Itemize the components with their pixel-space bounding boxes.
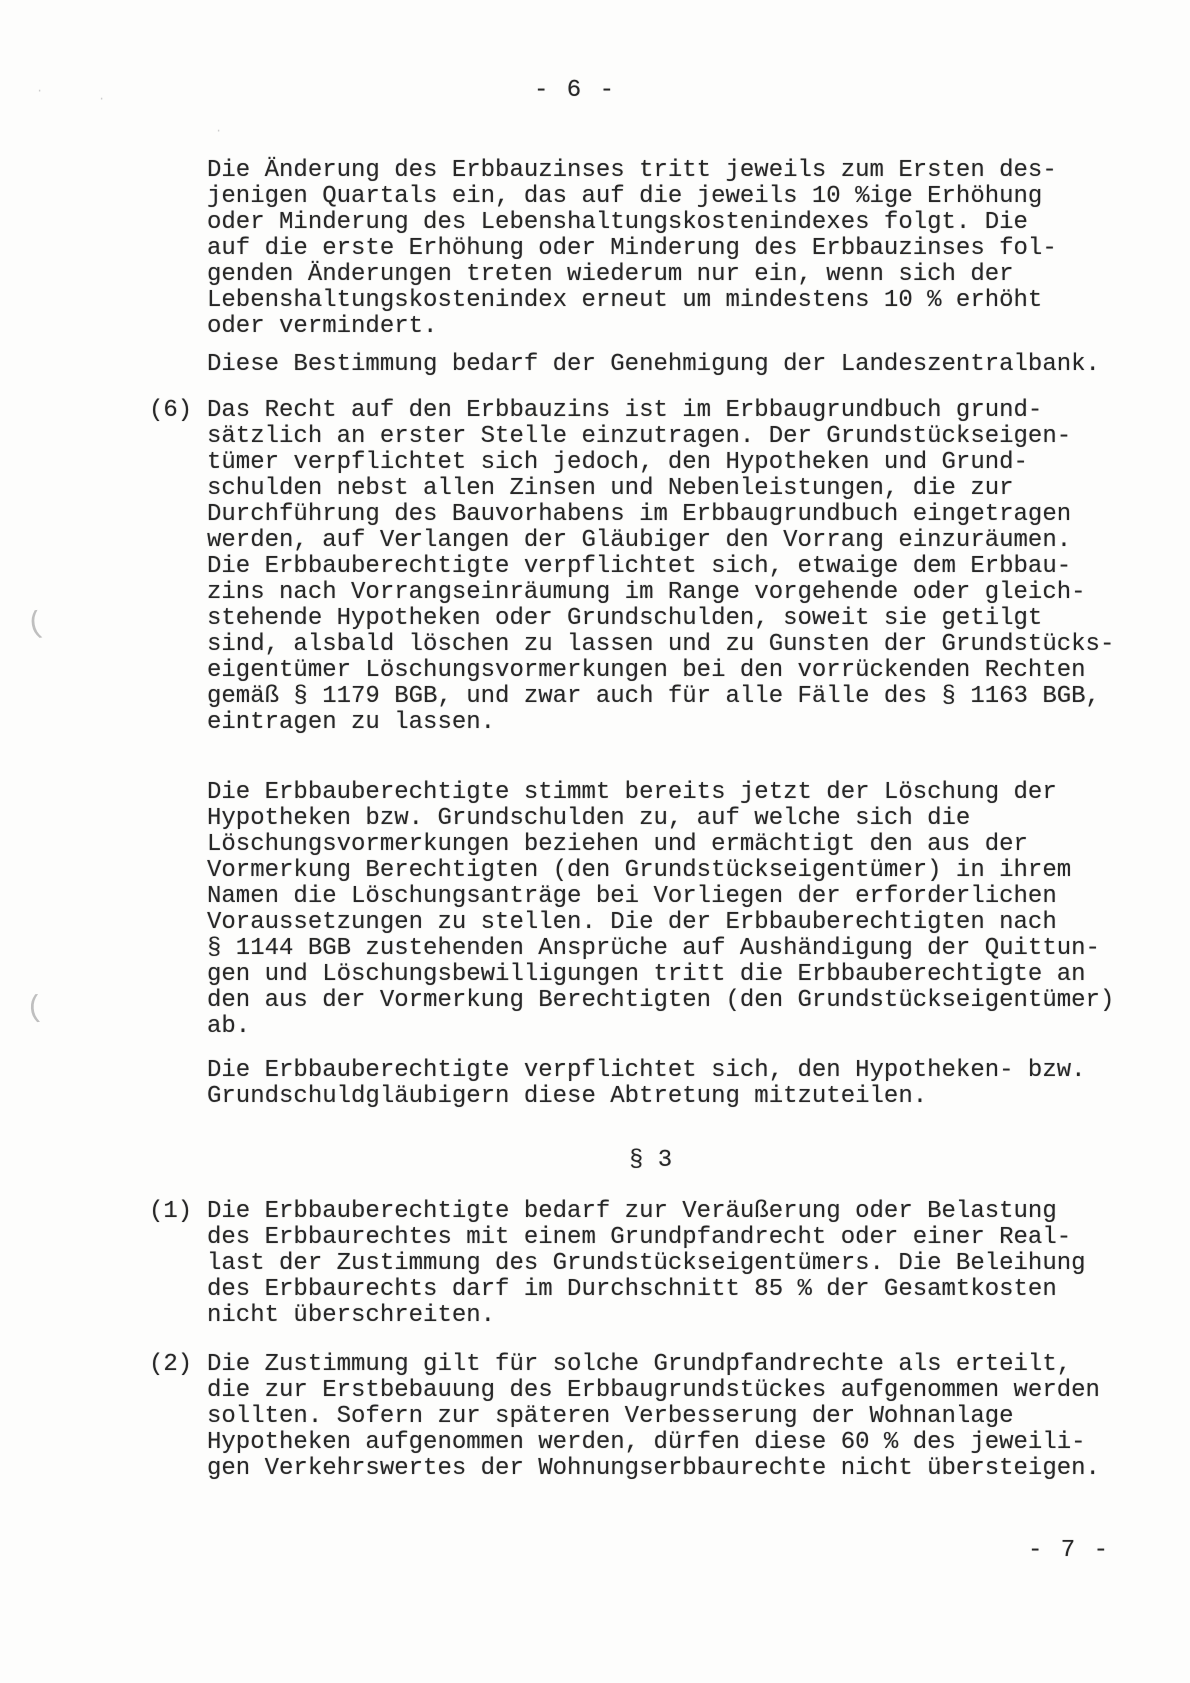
text-line: oder vermindert. (207, 313, 438, 340)
text-line: nicht überschreiten. (207, 1302, 496, 1329)
text-line: zins nach Vorrangseinräumung im Range vorgehende oder gleich- (207, 579, 1086, 606)
text-line: Löschungsvormerkungen beziehen und ermächtigt den aus der (207, 831, 1028, 858)
text-line: schulden nebst allen Zinsen und Nebenleistungen, die zur (207, 475, 1014, 502)
numbered-paragraph (149, 1352, 1149, 1482)
text-line: § 3 (629, 1147, 673, 1174)
text-line: Hypotheken aufgenommen werden, dürfen diese 60 % des jeweili- (207, 1429, 1086, 1456)
text-line: ab. (207, 1013, 251, 1040)
paragraph-number: (2) (149, 1351, 193, 1378)
text-line: jenigen Quartals ein, das auf die jeweils 10 %ige Erhöhung (207, 183, 1043, 210)
text-line: last der Zustimmung des Grundstückseigentümers. Die Beleihung (207, 1250, 1086, 1277)
text-line: Voraussetzungen zu stellen. Die der Erbbauberechtigten nach (207, 909, 1057, 936)
paragraph (207, 780, 1149, 1040)
text-line: auf die erste Erhöhung oder Minderung des Erbbauzinses fol- (207, 235, 1057, 262)
text-line: sollten. Sofern zur späteren Verbesserung der Wohnanlage (207, 1403, 1014, 1430)
text-line: gen Verkehrswertes der Wohnungserbbaurechte nicht übersteigen. (207, 1455, 1100, 1482)
text-line: Die Erbbauberechtigte verpflichtet sich, den Hypotheken- bzw. (207, 1057, 1086, 1084)
text-line: Vormerkung Berechtigten (den Grundstückseigentümer) in ihrem (207, 857, 1072, 884)
scan-artifact-paren: ( (24, 991, 46, 1027)
text-line: Lebenshaltungskostenindex erneut um mindestens 10 % erhöht (207, 287, 1043, 314)
text-line: Die Erbbauberechtigte bedarf zur Veräußerung oder Belastung (207, 1198, 1057, 1225)
text-line: Die Änderung des Erbbauzinses tritt jeweils zum Ersten des- (207, 157, 1057, 184)
scan-speck: · (36, 84, 44, 98)
text-line: eigentümer Löschungsvormerkungen bei den vorrückenden Rechten (207, 657, 1086, 684)
paragraph (207, 158, 1149, 340)
section-heading (629, 1148, 1149, 1174)
text-line: Grundschuldgläubigern diese Abtretung mitzuteilen. (207, 1083, 928, 1110)
text-line: die zur Erstbebauung des Erbbaugrundstückes aufgenommen werden (207, 1377, 1100, 1404)
text-line: tümer verpflichtet sich jedoch, den Hypotheken und Grund- (207, 449, 1028, 476)
text-line: stehende Hypotheken oder Grundschulden, soweit sie getilgt (207, 605, 1043, 632)
text-line: des Erbbaurechtes mit einem Grundpfandrecht oder einer Real- (207, 1224, 1072, 1251)
document-body (149, 158, 1149, 1482)
paragraph (207, 1058, 1149, 1110)
text-line: Diese Bestimmung bedarf der Genehmigung der Landeszentralbank. (207, 351, 1100, 378)
numbered-paragraph (149, 398, 1149, 736)
paragraph-number: (6) (149, 397, 193, 424)
text-line: Die Erbbauberechtigte verpflichtet sich, etwaige dem Erbbau- (207, 553, 1072, 580)
text-line: eintragen zu lassen. (207, 709, 496, 736)
paragraph-lines (207, 398, 1114, 736)
text-line: Durchführung des Bauvorhabens im Erbbaugrundbuch eingetragen (207, 501, 1072, 528)
text-line: Die Zustimmung gilt für solche Grundpfandrechte als erteilt, (207, 1351, 1072, 1378)
page-number-top: - 6 - (533, 77, 616, 104)
text-line: Die Erbbauberechtigte stimmt bereits jetzt der Löschung der (207, 779, 1057, 806)
text-line: Namen die Löschungsanträge bei Vorliegen der erforderlichen (207, 883, 1057, 910)
page-number-next: - 7 - (1028, 1537, 1111, 1564)
text-line: werden, auf Verlangen der Gläubiger den Vorrang einzuräumen. (207, 527, 1072, 554)
paragraph (207, 352, 1149, 378)
scan-speck: · (215, 124, 223, 138)
text-line: oder Minderung des Lebenshaltungskostenindexes folgt. Die (207, 209, 1028, 236)
text-line: § 1144 BGB zustehenden Ansprüche auf Aushändigung der Quittun- (207, 935, 1100, 962)
text-line: gen und Löschungsbewilligungen tritt die Erbbauberechtigte an (207, 961, 1086, 988)
text-line: genden Änderungen treten wiederum nur ein, wenn sich der (207, 261, 1014, 288)
text-line: Das Recht auf den Erbbauzins ist im Erbbaugrundbuch grund- (207, 397, 1043, 424)
numbered-paragraph (149, 1199, 1149, 1329)
scan-speck: · (98, 92, 106, 106)
text-line: gemäß § 1179 BGB, und zwar auch für alle Fälle des § 1163 BGB, (207, 683, 1100, 710)
paragraph-lines (207, 1199, 1086, 1329)
scan-artifact-paren: ( (24, 606, 48, 644)
text-line: sind, alsbald löschen zu lassen und zu Gunsten der Grundstücks- (207, 631, 1115, 658)
text-line: den aus der Vormerkung Berechtigten (den Grundstückseigentümer) (207, 987, 1115, 1014)
text-line: des Erbbaurechts darf im Durchschnitt 85 % der Gesamtkosten (207, 1276, 1057, 1303)
paragraph-number: (1) (149, 1198, 193, 1225)
text-line: sätzlich an erster Stelle einzutragen. Der Grundstückseigen- (207, 423, 1072, 450)
paragraph-lines (207, 1352, 1100, 1482)
text-line: Hypotheken bzw. Grundschulden zu, auf welche sich die (207, 805, 971, 832)
